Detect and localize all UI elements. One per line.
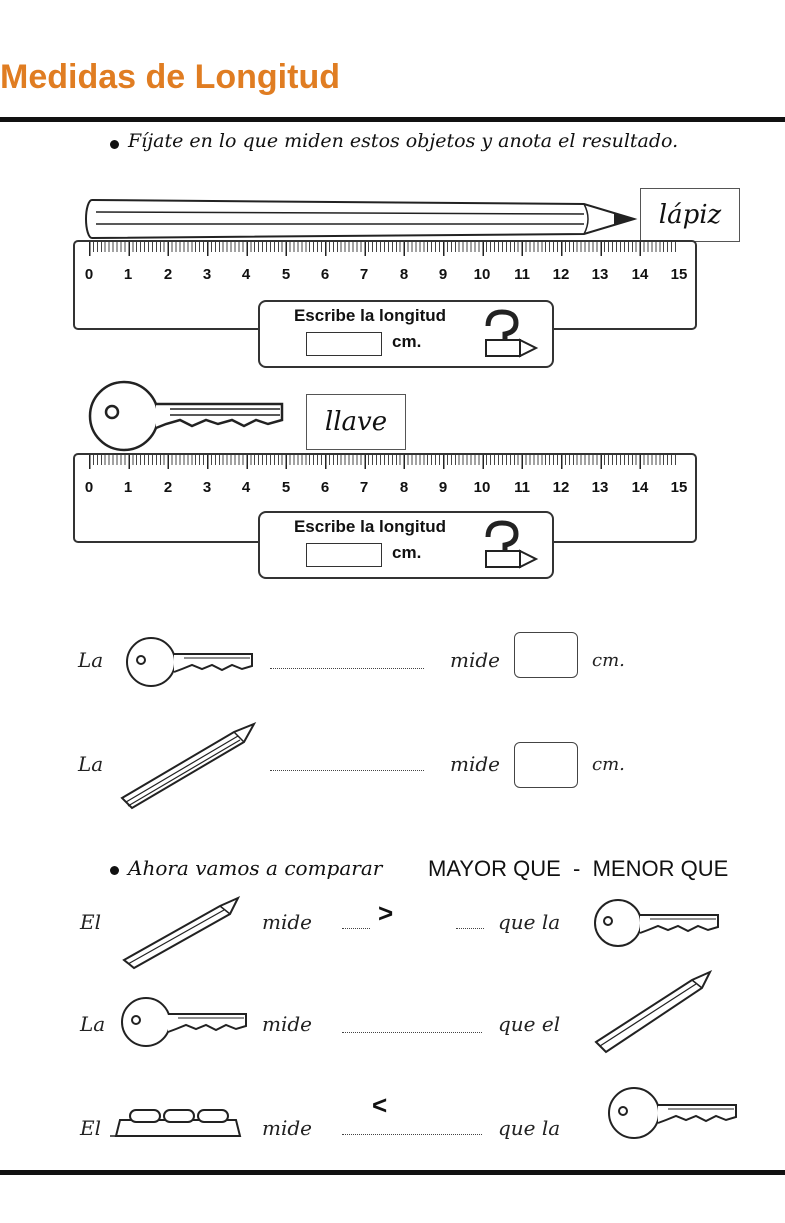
write-length-label: Escribe la longitud — [293, 517, 447, 536]
length-answer-input[interactable] — [306, 332, 382, 356]
ruler-number: 1 — [123, 479, 133, 496]
bullet — [110, 140, 119, 149]
cmp2-article: La — [80, 1012, 106, 1036]
ruler-number: 9 — [438, 266, 448, 283]
unit-label: cm. — [392, 543, 422, 562]
ruler-number: 14 — [631, 479, 649, 496]
row1-article: La — [78, 648, 104, 672]
ruler-number: 9 — [438, 479, 448, 496]
pencil-icon — [84, 196, 640, 242]
cmp3-symbol[interactable]: < — [372, 1090, 388, 1120]
question-pencil-icon — [478, 308, 542, 360]
cmp3-connector: que la — [498, 1116, 561, 1140]
eraser-icon — [110, 1104, 246, 1138]
write-length-box-1 — [258, 300, 554, 368]
ruler-number: 1 — [123, 266, 133, 283]
write-length-box-2 — [258, 511, 554, 579]
key-icon — [86, 378, 286, 454]
cmp2-verb: mide — [262, 1012, 312, 1036]
ruler-number: 5 — [281, 266, 291, 283]
ruler-number: 10 — [473, 266, 491, 283]
answer-line[interactable] — [270, 770, 424, 771]
ruler-ticks — [89, 242, 679, 256]
key-icon — [592, 896, 722, 950]
row2-verb: mide — [450, 752, 500, 776]
key-icon — [120, 994, 250, 1050]
ruler-number: 6 — [320, 479, 330, 496]
pencil-icon — [590, 966, 714, 1058]
question-pencil-icon — [478, 519, 542, 571]
ruler-number: 14 — [631, 266, 649, 283]
length-answer-input[interactable] — [306, 543, 382, 567]
key-icon — [124, 634, 256, 690]
answer-line[interactable] — [342, 928, 370, 929]
key-name-box: llave — [306, 394, 406, 450]
write-length-label: Escribe la longitud — [293, 306, 447, 325]
cmp1-article: El — [80, 910, 101, 934]
cmp1-symbol[interactable]: > — [378, 898, 394, 928]
pencil-icon — [118, 894, 242, 974]
ruler-number: 2 — [163, 479, 173, 496]
answer-line[interactable] — [270, 668, 424, 669]
answer-line[interactable] — [342, 1032, 482, 1033]
row2-unit: cm. — [592, 754, 625, 775]
ruler-number: 15 — [670, 266, 688, 283]
key-icon — [606, 1084, 740, 1142]
ruler-number: 13 — [591, 479, 609, 496]
ruler-number: 8 — [399, 266, 409, 283]
ruler-number: 11 — [514, 479, 530, 496]
pencil-name-box: lápiz — [640, 188, 740, 242]
ruler-number: 15 — [670, 479, 688, 496]
answer-line[interactable] — [456, 928, 484, 929]
unit-label: cm. — [392, 332, 422, 351]
cmp2-connector: que el — [498, 1012, 561, 1036]
row1-unit: cm. — [592, 650, 625, 671]
ruler-number: 3 — [202, 266, 212, 283]
ruler-number: 5 — [281, 479, 291, 496]
cmp1-verb: mide — [262, 910, 312, 934]
row1-verb: mide — [450, 648, 500, 672]
ruler-number: 6 — [320, 266, 330, 283]
ruler-number: 2 — [163, 266, 173, 283]
page-title: Medidas de Longitud — [0, 58, 340, 96]
answer-line[interactable] — [342, 1134, 482, 1135]
ruler-number: 11 — [514, 266, 530, 283]
ruler-number: 13 — [591, 266, 609, 283]
ruler-number: 8 — [399, 479, 409, 496]
ruler-number: 4 — [241, 266, 251, 283]
instruction-1: Fíjate en lo que miden estos objetos y anota el resultado. — [128, 130, 679, 152]
ruler-number: 12 — [552, 479, 570, 496]
ruler-number: 7 — [359, 479, 369, 496]
pencil-icon — [116, 718, 258, 814]
ruler-number: 10 — [473, 479, 491, 496]
ruler-number: 0 — [84, 479, 94, 496]
row1-answer-box[interactable] — [514, 632, 578, 678]
row2-article: La — [78, 752, 104, 776]
row2-answer-box[interactable] — [514, 742, 578, 788]
instruction-2: Ahora vamos a comparar — [128, 856, 383, 880]
ruler-ticks — [89, 455, 679, 469]
ruler-number: 4 — [241, 479, 251, 496]
cmp3-verb: mide — [262, 1116, 312, 1140]
cmp3-article: El — [80, 1116, 101, 1140]
bottom-divider — [0, 1170, 785, 1175]
cmp1-connector: que la — [498, 910, 561, 934]
top-divider — [0, 117, 785, 122]
ruler-number: 7 — [359, 266, 369, 283]
ruler-number: 3 — [202, 479, 212, 496]
ruler-number: 12 — [552, 266, 570, 283]
ruler-number: 0 — [84, 266, 94, 283]
compare-keywords: MAYOR QUE - MENOR QUE — [428, 856, 729, 881]
bullet — [110, 866, 119, 875]
